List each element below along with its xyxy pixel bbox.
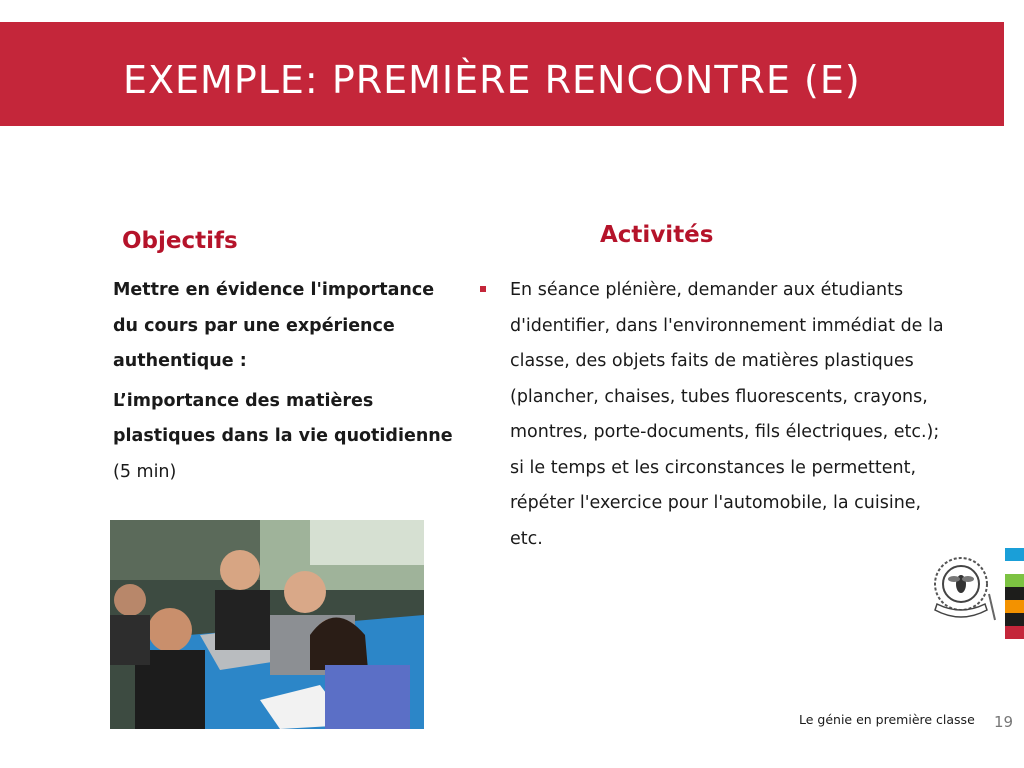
stripe (1005, 548, 1024, 561)
objective-paragraph-1 (113, 273, 458, 380)
color-stripes (1005, 548, 1024, 639)
school-seal-icon (929, 554, 998, 626)
stripe (1005, 561, 1024, 574)
stripe (1005, 613, 1024, 626)
stripe (1005, 587, 1024, 600)
stripe (1005, 574, 1024, 587)
school-seal-logo (929, 554, 998, 626)
students-photo (110, 520, 424, 729)
activity-item (479, 273, 949, 557)
page-number: 19 (994, 713, 1014, 731)
objective-2-bold: L’importance des matières plastiques dans la vie quotidienne (113, 390, 453, 446)
students-group-photo-icon (110, 520, 424, 729)
square-bullet-icon (480, 286, 486, 292)
objective-2-duration: (5 min) (113, 461, 177, 482)
activities-heading: Activités (600, 222, 714, 248)
activities-list (479, 273, 949, 557)
stripe (1005, 626, 1024, 639)
footer-text: Le génie en première classe (799, 712, 975, 727)
objectives-heading: Objectifs (122, 228, 238, 254)
stripe (1005, 600, 1024, 613)
objectives-text (113, 273, 458, 490)
objective-paragraph-2 (113, 384, 458, 491)
activity-item-text: En séance plénière, demander aux étudiants d'identifier, dans l'environnement immédiat de la classe, des objets faits de matières plastiques (plancher, chaises, tubes fluorescents, crayons, montres, porte-documents, fils électriques, etc.); si le temps et les circonstances le permettent, répéter l'exercice pour l'automobile, la cuisine, etc. (510, 280, 944, 549)
slide-title: EXEMPLE: PREMIÈRE RENCONTRE (E) (123, 58, 861, 102)
objective-1-text: Mettre en évidence l'importance du cours par une expérience authentique : (113, 280, 435, 371)
